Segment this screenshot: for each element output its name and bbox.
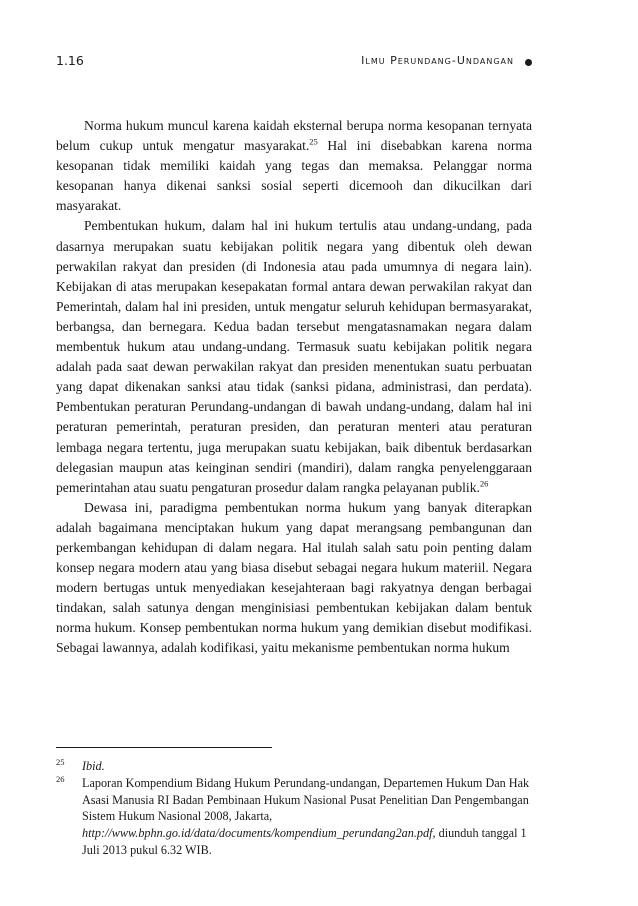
paragraph-1-text: Norma hukum muncul karena kaidah eksternal berupa norma kesopanan ternyata belum cukup untuk mengatur masyarakat. [56, 118, 532, 154]
footnote-25 [56, 758, 532, 775]
footnotes [56, 758, 532, 859]
bullet-icon [525, 59, 532, 66]
paragraph-3 [56, 498, 532, 659]
page-number: 1.16 [56, 53, 84, 68]
footnote-ref-26[interactable]: 26 [479, 478, 489, 489]
paragraph-2 [56, 216, 532, 497]
footnote-ref-25[interactable]: 25 [309, 136, 318, 147]
footnote-tail: diunduh tanggal 1 Juli 2013 pukul 6.32 WIB. [82, 826, 527, 857]
footnote-url-link[interactable]: http://www.bphn.go.id/data/documents/kompendium_perundang2an.pdf, [82, 826, 436, 841]
footnote-number: 25 [56, 757, 65, 767]
body-text [56, 116, 532, 659]
paragraph-1-text-cont: Hal ini disebabkan karena norma kesopanan tidak memiliki kaidah yang tegas dan memaksa. Pelanggar norma kesopanan hanya dikenai sanksi sosial seperti dicemooh dan dikucilkan dari masyarakat. [56, 138, 532, 214]
running-title: Ilmu Perundang-Undangan [361, 54, 514, 67]
footnote-text: Laporan Kompendium Bidang Hukum Perundang-undangan, Departemen Hukum Dan Hak Asasi Manusia RI Badan Pembinaan Hukum Nasional Pusat Penelitian Dan Pengembangan Sistem Hukum Nasional 2008, Jakarta, [82, 775, 530, 824]
page-header [56, 53, 532, 73]
footnote-26 [56, 775, 532, 859]
paragraph-3-text: Dewasa ini, paradigma pembentukan norma hukum yang banyak diterapkan adalah bagaimana menciptakan hukum yang dapat merangsang pembangunan dan perkembangan kehidupan di dalam negara. Hal itulah salah satu poin penting dalam konsep negara modern atau yang biasa disebut sebagai negara hukum materiil. Negara modern bertugas untuk menyediakan kesejahteraan bagi rakyatnya dengan berbagai tindakan, salah satunya dengan menginisiasi pembentukan kebijakan dalam bentuk norma hukum. Konsep pembentukan norma hukum yang demikian disebut modifikasi. Sebagai lawannya, adalah kodifikasi, yaitu mekanisme pembentukan norma hukum [56, 499, 532, 656]
footnote-number: 26 [56, 773, 65, 784]
paragraph-2-text: Pembentukan hukum, dalam hal ini hukum tertulis atau undang-undang, pada dasarnya merupakan suatu kebijakan politik negara yang dibentuk oleh dewan perwakilan rakyat dan presiden (di Indonesia atau pada umumnya di negara lain). Kebijakan di atas merupakan kesepakatan formal antara dewan perwakilan rakyat dan Pemerintah, dalam hal ini presiden, untuk mengatur seluruh kehidupan bermasyarakat, berbangsa, dan bernegara. Kedua badan tersebut mengatasnamakan negara dalam membentuk hukum atau undang-undang. Termasuk suatu kebijakan politik negara adalah pada saat dewan perwakilan rakyat dan presiden menentukan suatu perbuatan yang dapat dikenakan sanksi atau tidak (sanksi pidana, administrasi, dan perdata). Pembentukan peraturan Perundang-undangan di bawah undang-undang, dalam hal ini peraturan pemerintah, peraturan presiden, dan peraturan menteri atau peraturan lembaga negara tertentu, juga merupakan suatu kebijakan, baik dibentuk berdasarkan delegasian maupun atas keinginan sendiri (mandiri), dalam rangka penyelenggaraan pemerintahan atau suatu pengaturan prosedur dalam rangka pelayanan publik. [56, 218, 532, 495]
paragraph-1 [56, 116, 532, 216]
footnote-divider [56, 747, 272, 748]
footnote-ibid: Ibid. [82, 759, 105, 773]
